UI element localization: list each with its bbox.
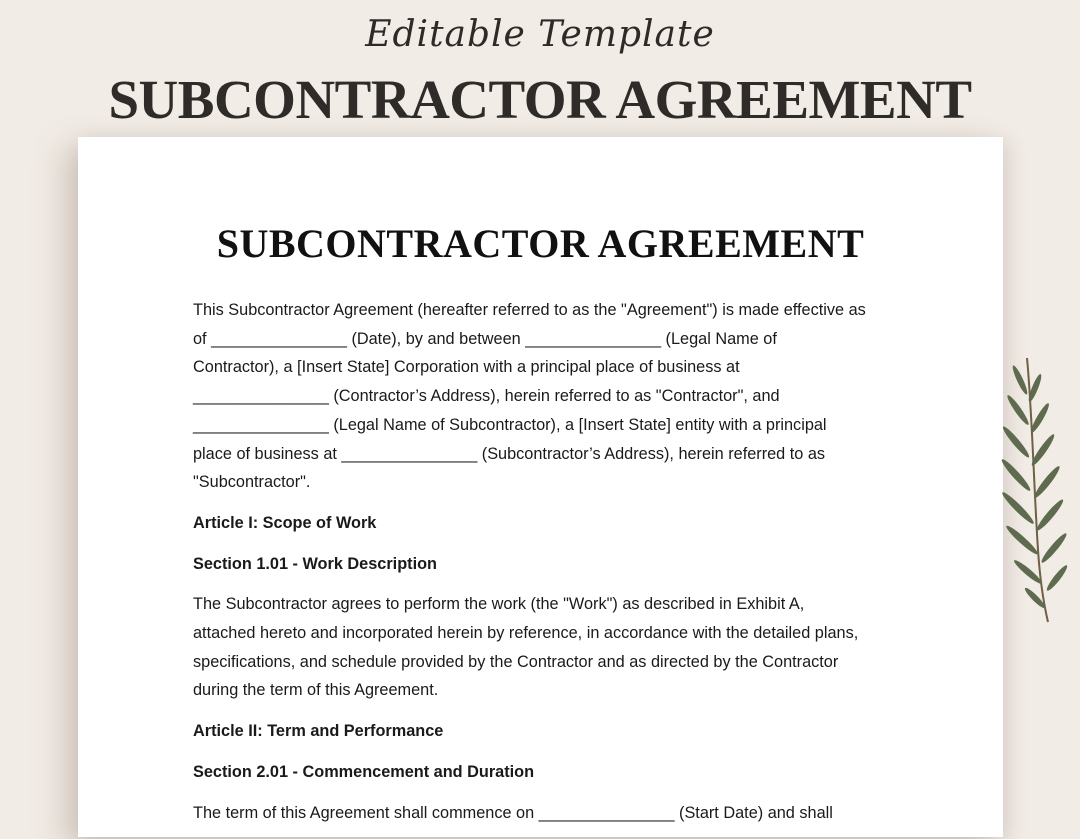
section-1-01-heading: Section 1.01 - Work Description xyxy=(193,554,437,573)
article-1-heading: Article I: Scope of Work xyxy=(193,513,377,532)
text-line: This Subcontractor Agreement (hereafter referred to as the "Agreement") is made effective as xyxy=(193,301,866,319)
document-title: SUBCONTRACTOR AGREEMENT xyxy=(216,221,865,266)
text-line: attached hereto and incorporated herein by reference, in accordance with the detailed plans, xyxy=(193,624,859,643)
section-2-01-paragraph xyxy=(193,799,893,828)
text-line: Contractor), a [Insert State] Corporation with a principal place of business at xyxy=(193,358,740,377)
text-line: _______________ (Contractor’s Address), herein referred to as "Contractor", and xyxy=(193,387,780,406)
text-line: place of business at _______________ (Subcontractor’s Address), herein referred to as xyxy=(193,444,826,463)
section-2-01-heading: Section 2.01 - Commencement and Duration xyxy=(193,762,535,781)
text-line: The Subcontractor agrees to perform the work (the "Work") as described in Exhibit A, xyxy=(193,595,805,614)
text-line: during the term of this Agreement. xyxy=(193,681,439,700)
text-line: _______________ (Legal Name of Subcontractor), a [Insert State] entity with a principal xyxy=(193,415,827,434)
document-body xyxy=(193,296,893,839)
rosemary-sprig-icon xyxy=(980,350,1080,640)
text-line: specifications, and schedule provided by the Contractor and as directed by the Contractor xyxy=(193,652,839,671)
text-line: The term of this Agreement shall commence on _______________ (Start Date) and shall xyxy=(193,803,833,822)
banner-script-title: Editable Template xyxy=(365,14,715,55)
intro-paragraph xyxy=(193,296,893,497)
banner-title: SUBCONTRACTOR AGREEMENT xyxy=(108,69,972,130)
text-line: of _______________ (Date), by and between _______________ (Legal Name of xyxy=(193,329,777,348)
text-line: "Subcontractor". xyxy=(193,473,311,492)
document-page xyxy=(78,137,1003,837)
section-1-01-paragraph xyxy=(193,590,893,705)
article-2-heading: Article II: Term and Performance xyxy=(193,722,444,741)
